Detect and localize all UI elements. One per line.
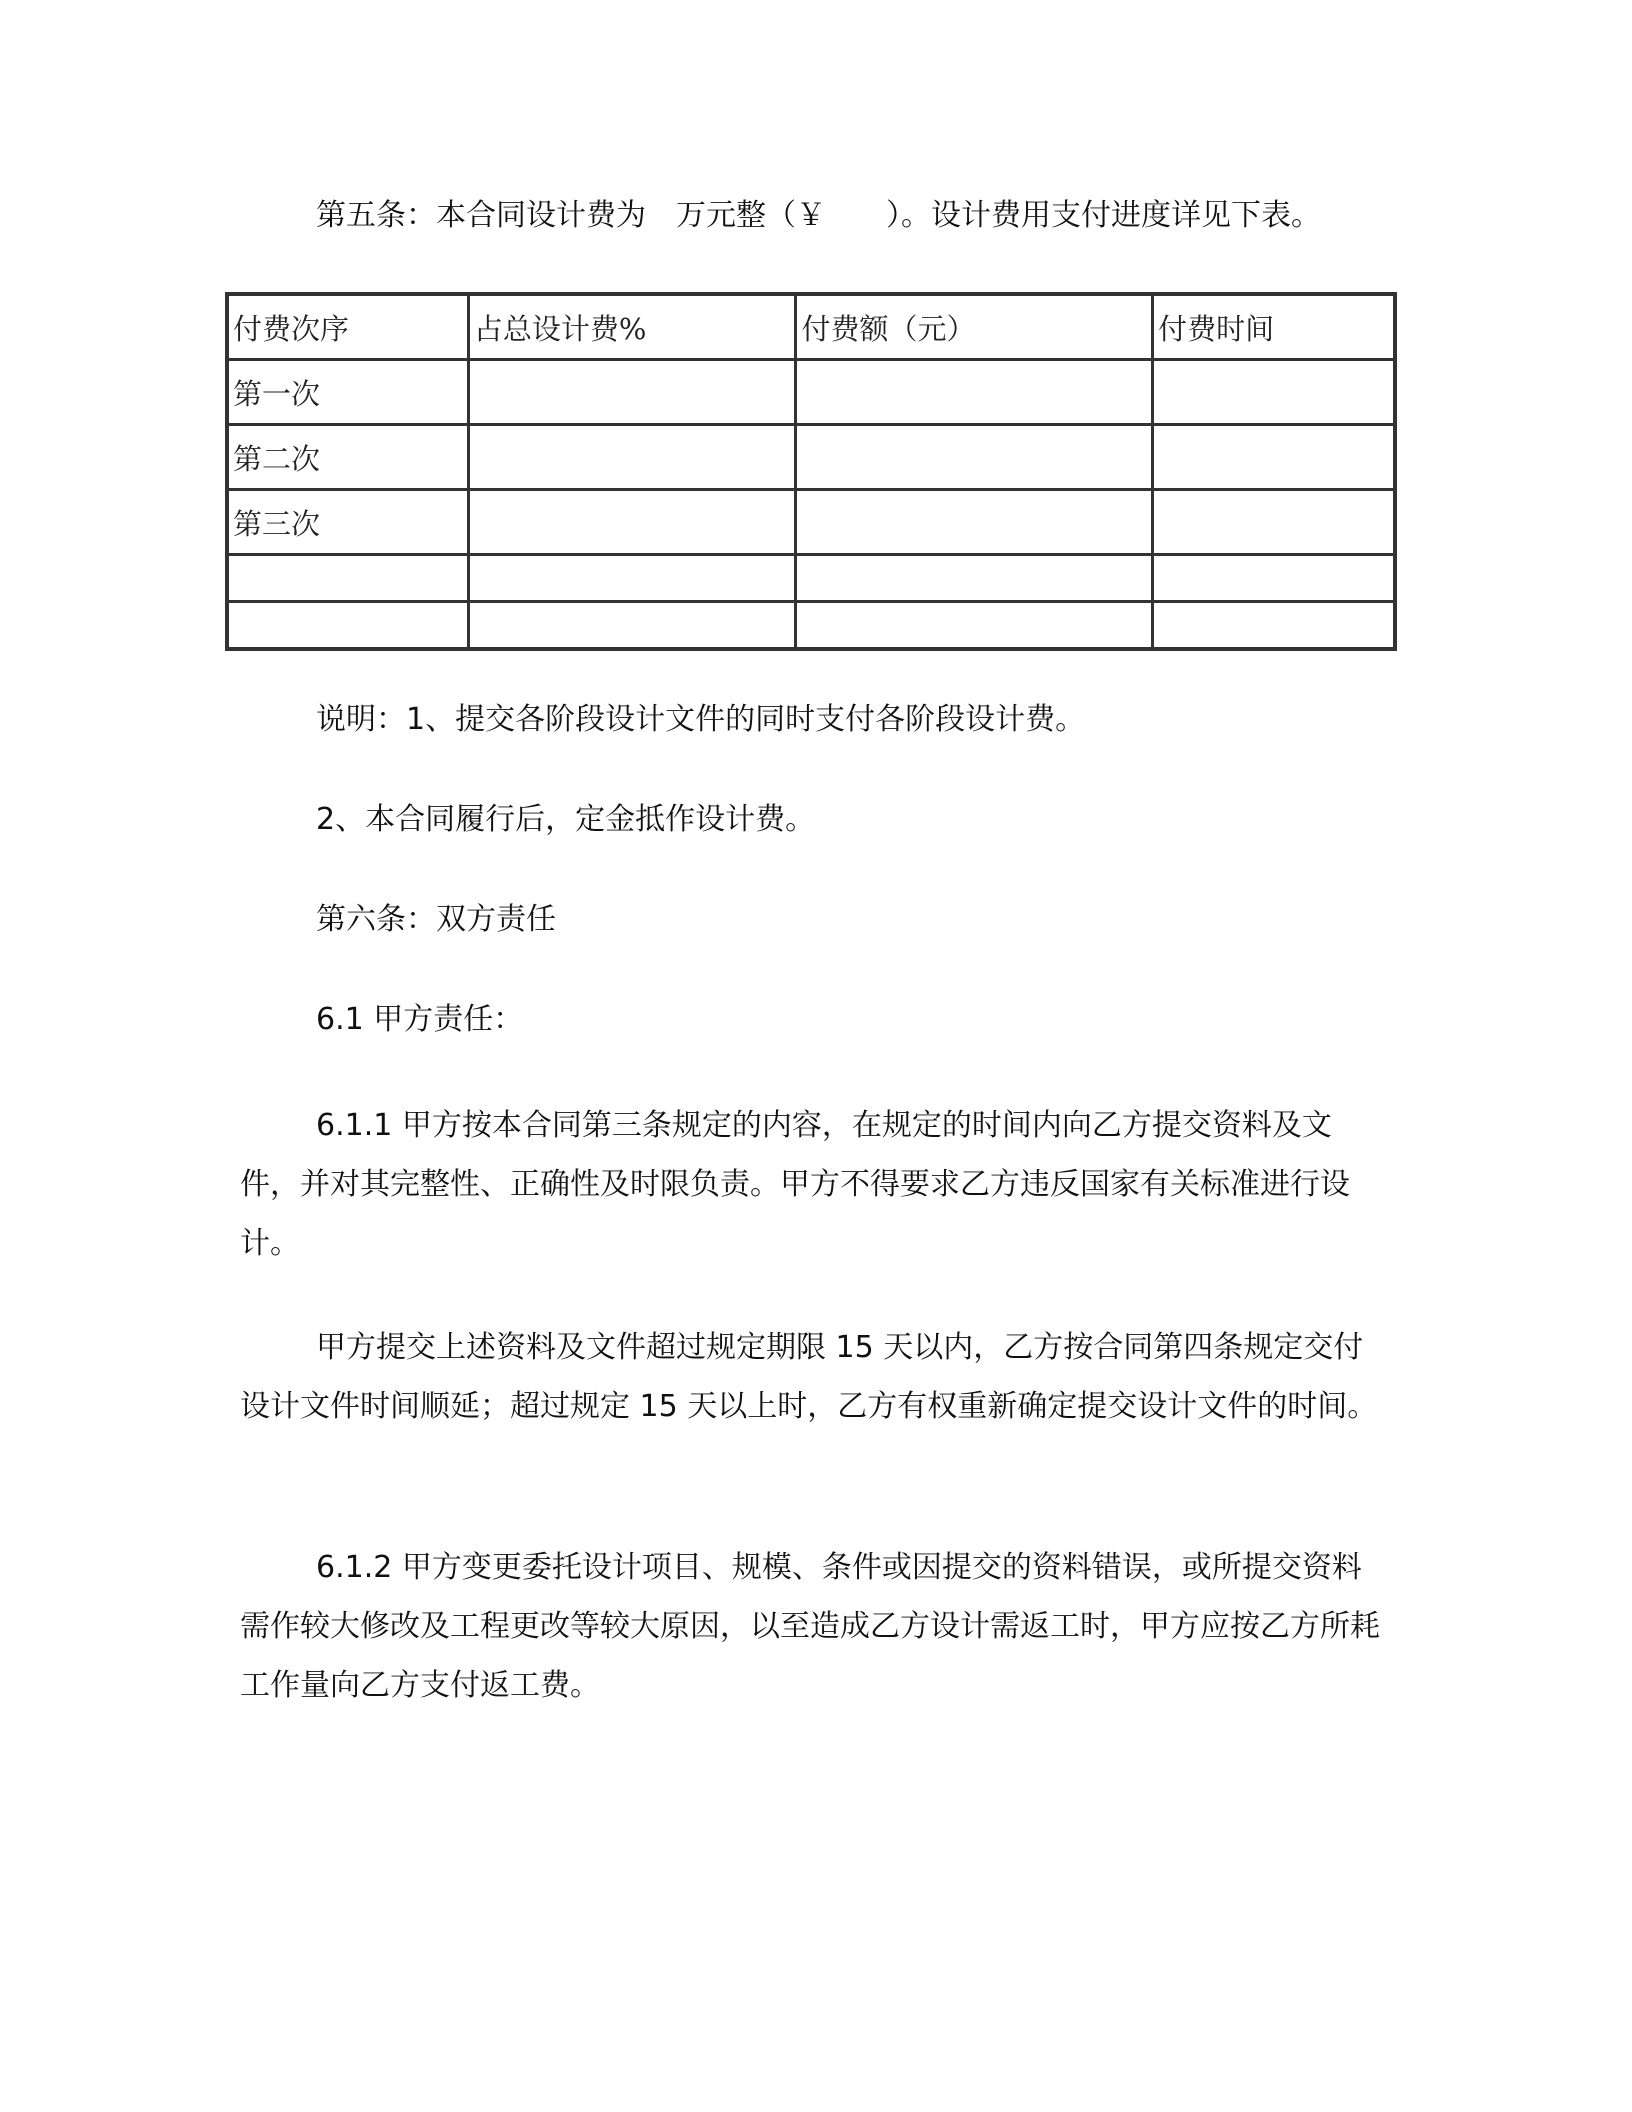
table-cell bbox=[1153, 490, 1395, 555]
table-cell bbox=[796, 425, 1153, 490]
table-cell bbox=[796, 360, 1153, 425]
table-cell bbox=[468, 360, 796, 425]
table-cell bbox=[468, 602, 796, 650]
table-row bbox=[227, 360, 1395, 425]
table-cell bbox=[796, 490, 1153, 555]
payment-schedule-table bbox=[225, 292, 1397, 651]
header-percent-of-fee: 占总设计费% bbox=[468, 294, 796, 360]
table-cell bbox=[227, 602, 468, 650]
header-payment-order: 付费次序 bbox=[227, 294, 468, 360]
table-cell bbox=[468, 555, 796, 602]
header-payment-amount: 付费额（元） bbox=[796, 294, 1153, 360]
table-header-row bbox=[227, 294, 1395, 360]
table-cell: 第一次 bbox=[227, 360, 468, 425]
clause-6-title: 第六条：双方责任 bbox=[316, 902, 556, 937]
table-cell bbox=[796, 555, 1153, 602]
table-row bbox=[227, 555, 1395, 602]
section-6-1-heading: 6.1 甲方责任： bbox=[316, 1002, 524, 1037]
clause-5-text: 第五条：本合同设计费为 万元整（￥ ）。设计费用支付进度详见下表。 bbox=[316, 198, 1321, 233]
table-cell bbox=[227, 555, 468, 602]
table-cell bbox=[468, 490, 796, 555]
table-cell bbox=[1153, 360, 1395, 425]
note-1: 说明：1、提交各阶段设计文件的同时支付各阶段设计费。 bbox=[316, 702, 1086, 737]
table-row bbox=[227, 602, 1395, 650]
header-payment-time: 付费时间 bbox=[1153, 294, 1395, 360]
table-cell bbox=[1153, 555, 1395, 602]
paragraph-6-1-1-continued: 甲方提交上述资料及文件超过规定期限 15 天以内，乙方按合同第四条规定交付设计文件时间顺延；超过规定 15 天以上时，乙方有权重新确定提交设计文件的时间。 bbox=[240, 1330, 1378, 1424]
table-cell bbox=[1153, 602, 1395, 650]
table-cell: 第三次 bbox=[227, 490, 468, 555]
table-cell: 第二次 bbox=[227, 425, 468, 490]
paragraph-6-1-1: 6.1.1 甲方按本合同第三条规定的内容，在规定的时间内向乙方提交资料及文件，并对其完整性、正确性及时限负责。甲方不得要求乙方违反国家有关标准进行设计。 bbox=[240, 1108, 1350, 1261]
table-cell bbox=[468, 425, 796, 490]
table-row bbox=[227, 425, 1395, 490]
paragraph-6-1-2: 6.1.2 甲方变更委托设计项目、规模、条件或因提交的资料错误，或所提交资料需作较大修改及工程更改等较大原因，以至造成乙方设计需返工时，甲方应按乙方所耗工作量向乙方支付返工费。 bbox=[240, 1550, 1380, 1703]
table-cell bbox=[1153, 425, 1395, 490]
table-row bbox=[227, 490, 1395, 555]
table-cell bbox=[796, 602, 1153, 650]
note-2: 2、本合同履行后，定金抵作设计费。 bbox=[316, 802, 816, 837]
